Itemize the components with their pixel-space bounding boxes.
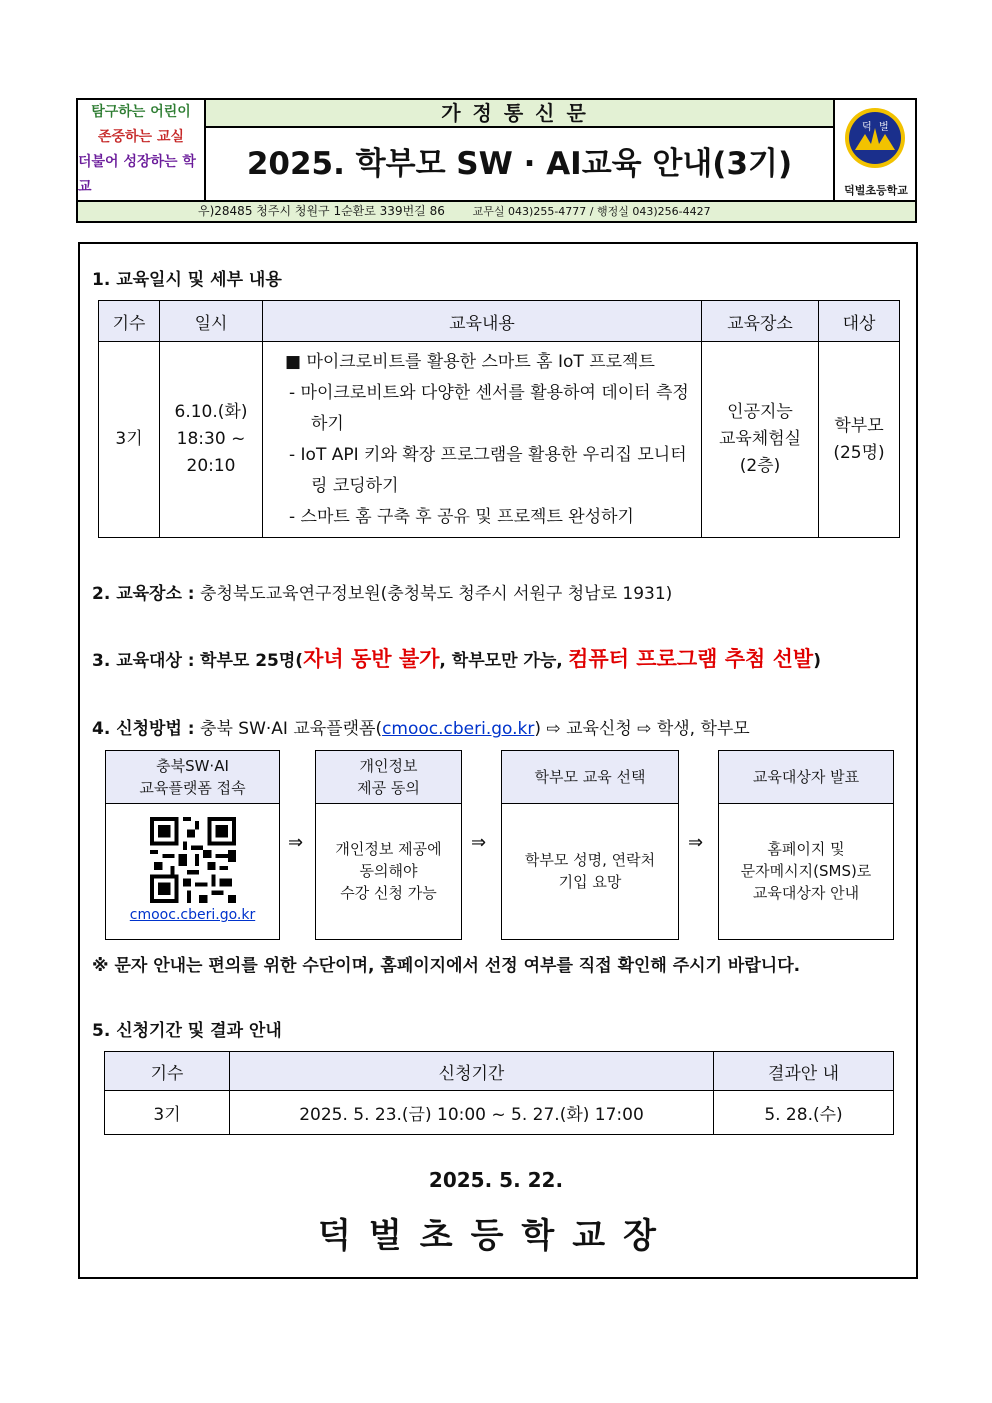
section-2 xyxy=(92,579,672,604)
flow-body-line: 기입 요망 xyxy=(558,873,622,891)
flow-body-line: 개인정보 제공에 xyxy=(335,840,442,858)
phone-numbers: 교무실 043)255-4777 / 행정실 043)256-4427 xyxy=(472,205,711,218)
school-logo xyxy=(833,100,915,200)
table-cell: 5. 28.(수) xyxy=(714,1091,894,1135)
flow-body-line: 문자메시지(SMS)로 xyxy=(740,862,872,880)
flow-head-line: 개인정보 xyxy=(359,757,418,775)
section-4-text: 충북 SW·AI 교육플랫폼( xyxy=(200,719,383,739)
section-3-text: , 학부모만 가능, xyxy=(439,651,563,671)
content-sub: - 스마트 홈 구축 후 공유 및 프로젝트 완성하기 xyxy=(289,506,634,527)
flow-step-body xyxy=(106,803,279,939)
flow-body-line: 홈페이지 및 xyxy=(767,840,845,858)
application-table xyxy=(104,1051,894,1135)
qr-link[interactable]: cmooc.cberi.go.kr xyxy=(129,907,256,923)
school-emblem-icon xyxy=(843,106,907,170)
qr-code-icon[interactable] xyxy=(150,817,236,903)
section-3-text: ) xyxy=(813,651,821,671)
address: 우)28485 청주시 청원구 1순환로 339번길 86 xyxy=(198,204,445,218)
section-3-label: 3. 교육대상 : xyxy=(92,651,195,671)
target-line: (25명) xyxy=(833,442,885,463)
flow-step-access xyxy=(105,750,280,940)
datetime-cell xyxy=(160,342,263,538)
section-3-text: 학부모 25명( xyxy=(200,651,304,671)
school-slogan xyxy=(78,100,206,200)
table-row xyxy=(99,342,900,538)
content-cell xyxy=(263,342,702,538)
newsletter-header xyxy=(76,98,917,223)
table-header-cell: 교육장소 xyxy=(702,301,819,342)
flow-arrow-icon: ⇒ xyxy=(288,832,304,853)
newsletter-label: 가정통신문 xyxy=(206,100,833,128)
section-5-heading: 5. 신청기간 및 결과 안내 xyxy=(92,1021,282,1041)
flow-arrow-icon: ⇒ xyxy=(471,832,487,853)
schedule-table xyxy=(98,300,900,538)
flow-head-line: 교육대상자 발표 xyxy=(752,768,860,786)
section-4-text: ) ⇨ 교육신청 ⇨ 학생, 학부모 xyxy=(534,719,750,739)
warning-lottery: 컴퓨터 프로그램 추첨 선발 xyxy=(568,647,814,671)
table-header-cell: 교육내용 xyxy=(263,301,702,342)
content-sub: - IoT API 키와 확장 프로그램을 활용한 우리집 모니터링 코딩하기 xyxy=(289,444,687,496)
flow-step-head xyxy=(316,751,461,804)
table-header-cell: 신청기간 xyxy=(230,1052,714,1091)
slogan-line: 더불어 성장하는 학교 xyxy=(78,154,196,195)
place-cell xyxy=(702,342,819,538)
target-cell xyxy=(819,342,900,538)
flow-head-line: 교육플랫폼 접속 xyxy=(139,779,246,797)
address-bar xyxy=(78,200,915,221)
warning-no-children: 자녀 동반 불가 xyxy=(303,647,440,671)
flow-body-line: 교육대상자 안내 xyxy=(752,884,860,902)
notice-text: ※ 문자 안내는 편의를 위한 수단이며, 홈페이지에서 선정 여부를 직접 확인해 주시기 바랍니다. xyxy=(92,956,801,976)
content-main: ■ 마이크로비트를 활용한 스마트 홈 IoT 프로젝트 xyxy=(285,351,655,372)
table-header-cell: 대상 xyxy=(819,301,900,342)
section-4 xyxy=(92,714,750,739)
table-header-row xyxy=(105,1052,894,1091)
place-line: (2층) xyxy=(739,456,781,476)
term-cell: 3기 xyxy=(99,342,160,538)
flow-step-head xyxy=(106,751,279,804)
time-end: 20:10 xyxy=(186,456,236,476)
flow-step-announce xyxy=(718,750,894,940)
flow-step-select xyxy=(501,750,679,940)
slogan-line: 존중하는 교실 xyxy=(97,129,185,145)
table-header-row xyxy=(99,301,900,342)
flow-head-line: 제공 동의 xyxy=(357,779,420,797)
table-cell: 2025. 5. 23.(금) 10:00 ~ 5. 27.(화) 17:00 xyxy=(230,1091,714,1135)
page-title: 2025. 학부모 SW · AI교육 안내(3기) xyxy=(246,146,793,182)
time-start: 18:30 ~ xyxy=(176,429,246,449)
flow-step-head xyxy=(719,751,893,804)
slogan-line: 탐구하는 어린이 xyxy=(91,104,191,120)
section-3 xyxy=(92,643,821,673)
flow-body-line: 수강 신청 가능 xyxy=(340,884,437,902)
table-header-cell: 일시 xyxy=(160,301,263,342)
table-header-cell: 기수 xyxy=(99,301,160,342)
content-sub: - 마이크로비트와 다양한 센서를 활용하여 데이터 측정하기 xyxy=(289,382,689,434)
emblem-char: 덕 xyxy=(862,122,872,133)
flow-head-line: 충북SW·AI xyxy=(156,757,229,775)
table-header-cell: 결과안 내 xyxy=(714,1052,894,1091)
flow-step-body xyxy=(502,803,678,939)
table-row xyxy=(105,1091,894,1135)
flow-step-body xyxy=(719,803,893,939)
flow-arrow-icon: ⇒ xyxy=(688,832,704,853)
date-text: 6.10.(화) xyxy=(174,402,248,422)
flow-step-head xyxy=(502,751,678,804)
flow-step-consent xyxy=(315,750,462,940)
place-line: 인공지능 xyxy=(727,402,793,422)
issue-date: 2025. 5. 22. xyxy=(428,1168,564,1192)
section-4-label: 4. 신청방법 : xyxy=(92,719,195,739)
flow-body-line: 학부모 성명, 연락처 xyxy=(524,851,656,869)
table-header-cell: 기수 xyxy=(105,1052,230,1091)
place-line: 교육체험실 xyxy=(718,429,802,449)
principal-signature: 덕벌초등학교장 xyxy=(318,1216,674,1256)
section-1-heading: 1. 교육일시 및 세부 내용 xyxy=(92,270,282,290)
platform-link[interactable]: cmooc.cberi.go.kr xyxy=(382,719,535,739)
school-name-small: 덕벌초등학교 xyxy=(844,184,908,197)
flow-head-line: 학부모 교육 선택 xyxy=(534,768,646,786)
emblem-char: 벌 xyxy=(879,122,889,133)
section-2-label: 2. 교육장소 : xyxy=(92,584,195,604)
flow-body-line: 동의해야 xyxy=(359,862,418,880)
section-2-value: 충청북도교육연구정보원(충청북도 청주시 서원구 청남로 1931) xyxy=(200,584,673,604)
target-line: 학부모 xyxy=(834,415,884,436)
flow-step-body xyxy=(316,803,461,939)
table-cell: 3기 xyxy=(105,1091,230,1135)
